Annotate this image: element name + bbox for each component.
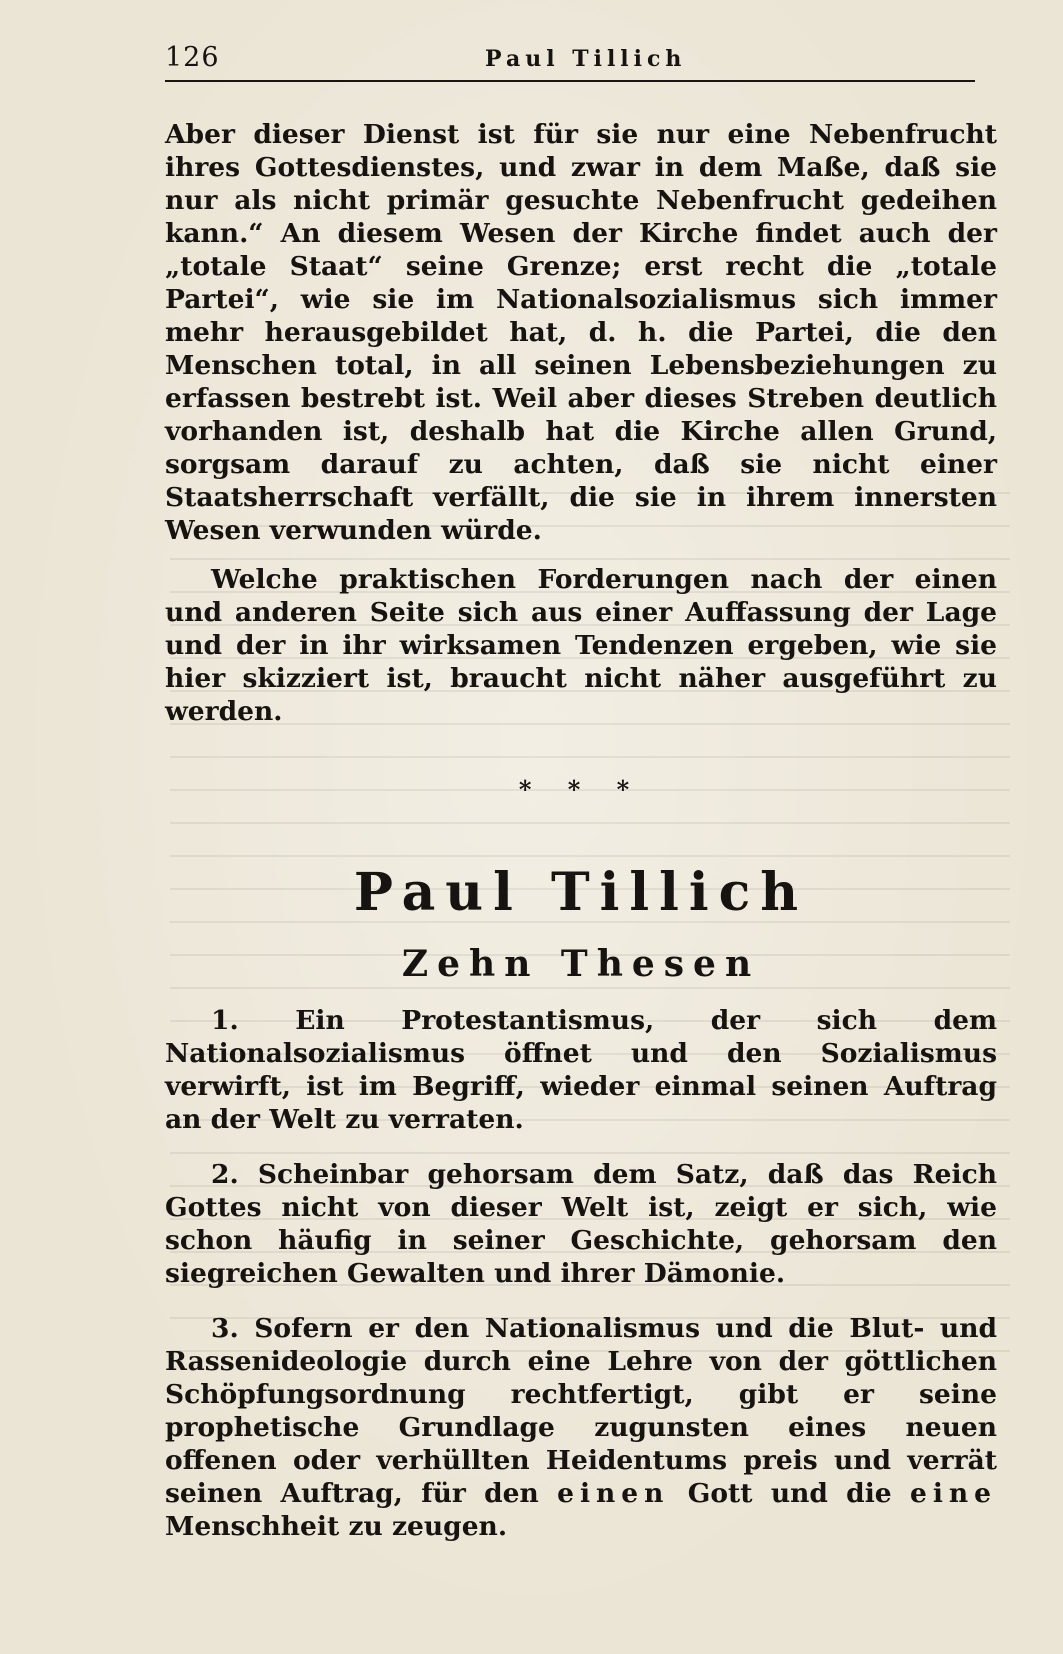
thesis-3-emphasis-eine: eine xyxy=(909,1478,998,1509)
section-separator: * * * xyxy=(518,775,644,804)
thesis-3-end: Menschheit zu zeugen. xyxy=(165,1511,508,1542)
thesis-2: 2. Scheinbar gehorsam dem Satz, daß das Reich Gottes nicht von dieser Welt ist, zeigt er sich, wie schon häufig in seiner Geschichte, gehorsam den siegreichen Gewalten und ihrer Dämonie. xyxy=(165,1159,997,1289)
thesis-3-text: 3. Sofern er den Nationalismus und die Blut- und Rassenideologie durch eine Lehre von der göttlichen Schöpfungsordnung rechtfertigt, gibt er seine prophetische Grundlage zugunsten eines neuen offenen oder verhüllten Heidentums preis und verrät seinen Auftrag, für den xyxy=(165,1313,997,1509)
page-body xyxy=(165,118,997,1565)
section-author: Paul Tillich xyxy=(353,862,809,923)
section-title: Zehn Thesen xyxy=(401,943,761,985)
page-header xyxy=(165,40,975,82)
paragraph-gap xyxy=(165,547,997,563)
paragraph-conclusion: Welche praktischen Forderungen nach der einen und anderen Seite sich aus einer Auffassung der Lage und der in ihr wirksamen Tendenzen ergeben, wie sie hier skizziert ist, braucht nicht näher ausgeführt zu werden. xyxy=(165,564,997,727)
thesis-3-mid: Gott und die xyxy=(687,1478,892,1509)
paragraph-continuation: Aber dieser Dienst ist für sie nur eine Nebenfrucht ihres Gottesdienstes, und zwar in dem Maße, daß sie nur als nicht primär gesuchte Nebenfrucht gedeihen kann.“ An diesem Wesen der Kirche findet auch der „totale Staat“ seine Grenze; erst recht die „totale Partei“, wie sie im Nationalsozialismus sich immer mehr herausgebildet hat, d. h. die Partei, die den Menschen total, in all seinen Lebensbeziehungen zu erfassen bestrebt ist. Weil aber dieses Streben deutlich vorhanden ist, deshalb hat die Kirche allen Grund, sorgsam darauf zu achten, daß sie nicht einer Staatsherrschaft verfällt, die sie in ihrem innersten Wesen verwunden würde. xyxy=(165,119,997,546)
thesis-3-emphasis-einen: einen xyxy=(557,1478,670,1509)
running-head: Paul Tillich xyxy=(485,46,687,72)
page-number: 126 xyxy=(165,42,220,73)
thesis-3 xyxy=(165,1312,997,1543)
thesis-1: 1. Ein Protestantismus, der sich dem Nationalsozialismus öffnet und den Sozialismus verwirft, ist im Begriff, wieder einmal seinen Auftrag an der Welt zu verraten. xyxy=(165,1005,997,1135)
